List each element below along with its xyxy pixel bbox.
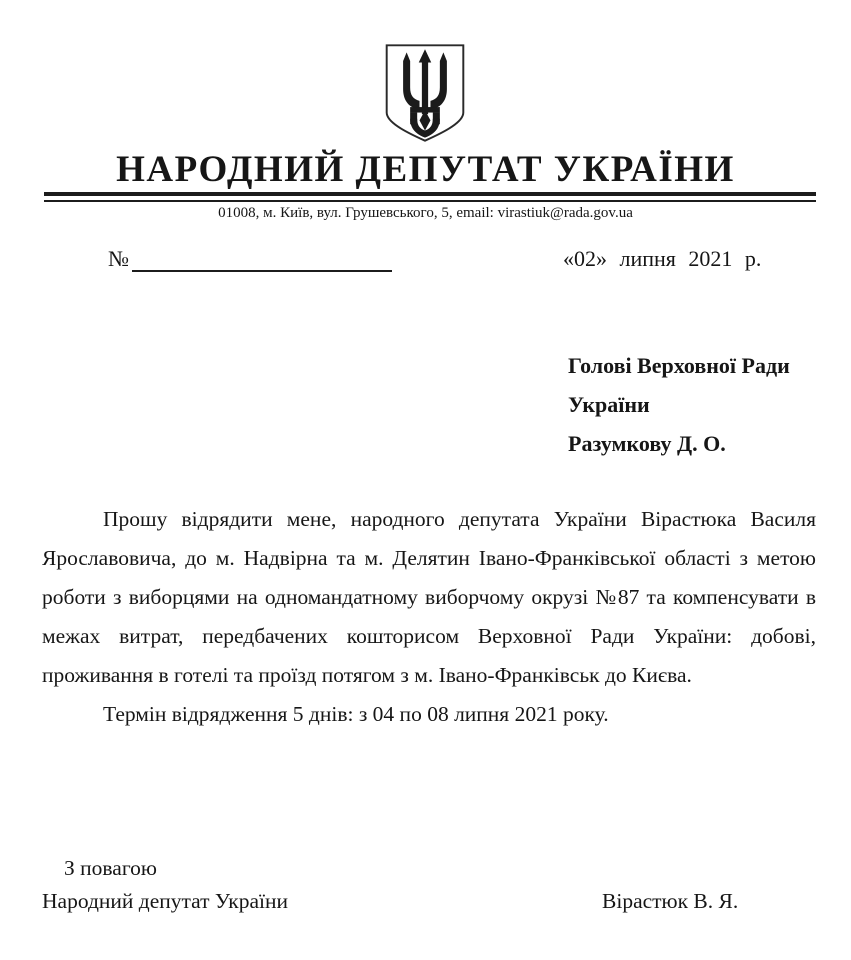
addressee-line: України	[568, 392, 650, 417]
letterhead-title: НАРОДНИЙ ДЕПУТАТ УКРАЇНИ	[116, 149, 735, 190]
signature-salutation: З повагою	[64, 856, 157, 880]
signer-name: Вірастюк В. Я.	[602, 889, 739, 913]
body-paragraph: Термін відрядження 5 днів: з 04 по 08 липня 2021 року.	[103, 702, 609, 726]
addressee-line: Разумкову Д. О.	[568, 431, 726, 456]
body-paragraph: Прошу відрядити мене, народного депутата України Вірастюка Василя Ярославовича, до м. Надвірна та м. Делятин Івано-Франківської області з метою роботи з виборцями на одномандатному виборчому окрузі №87 та компенсувати в межах витрат, передбачених кошторисом Верховної Ради України: добові, проживання в готелі та проїзд потягом з м. Івано-Франківськ до Києва.	[42, 507, 816, 687]
addressee-block	[568, 346, 790, 463]
letterhead-double-rule	[44, 192, 816, 202]
addressee-line: Голові Верховної Ради	[568, 353, 790, 378]
ukraine-trident-shield-icon	[382, 42, 468, 144]
letterhead-address-line: 01008, м. Київ, вул. Грушевського, 5, email: virastiuk@rada.gov.ua	[218, 205, 633, 221]
letter-date: «02» липня 2021 р.	[563, 246, 762, 271]
letter-body	[42, 500, 816, 734]
ref-number-label: №	[108, 246, 129, 271]
signer-position: Народний депутат України	[42, 889, 288, 913]
ref-number-blank-line	[132, 246, 392, 272]
